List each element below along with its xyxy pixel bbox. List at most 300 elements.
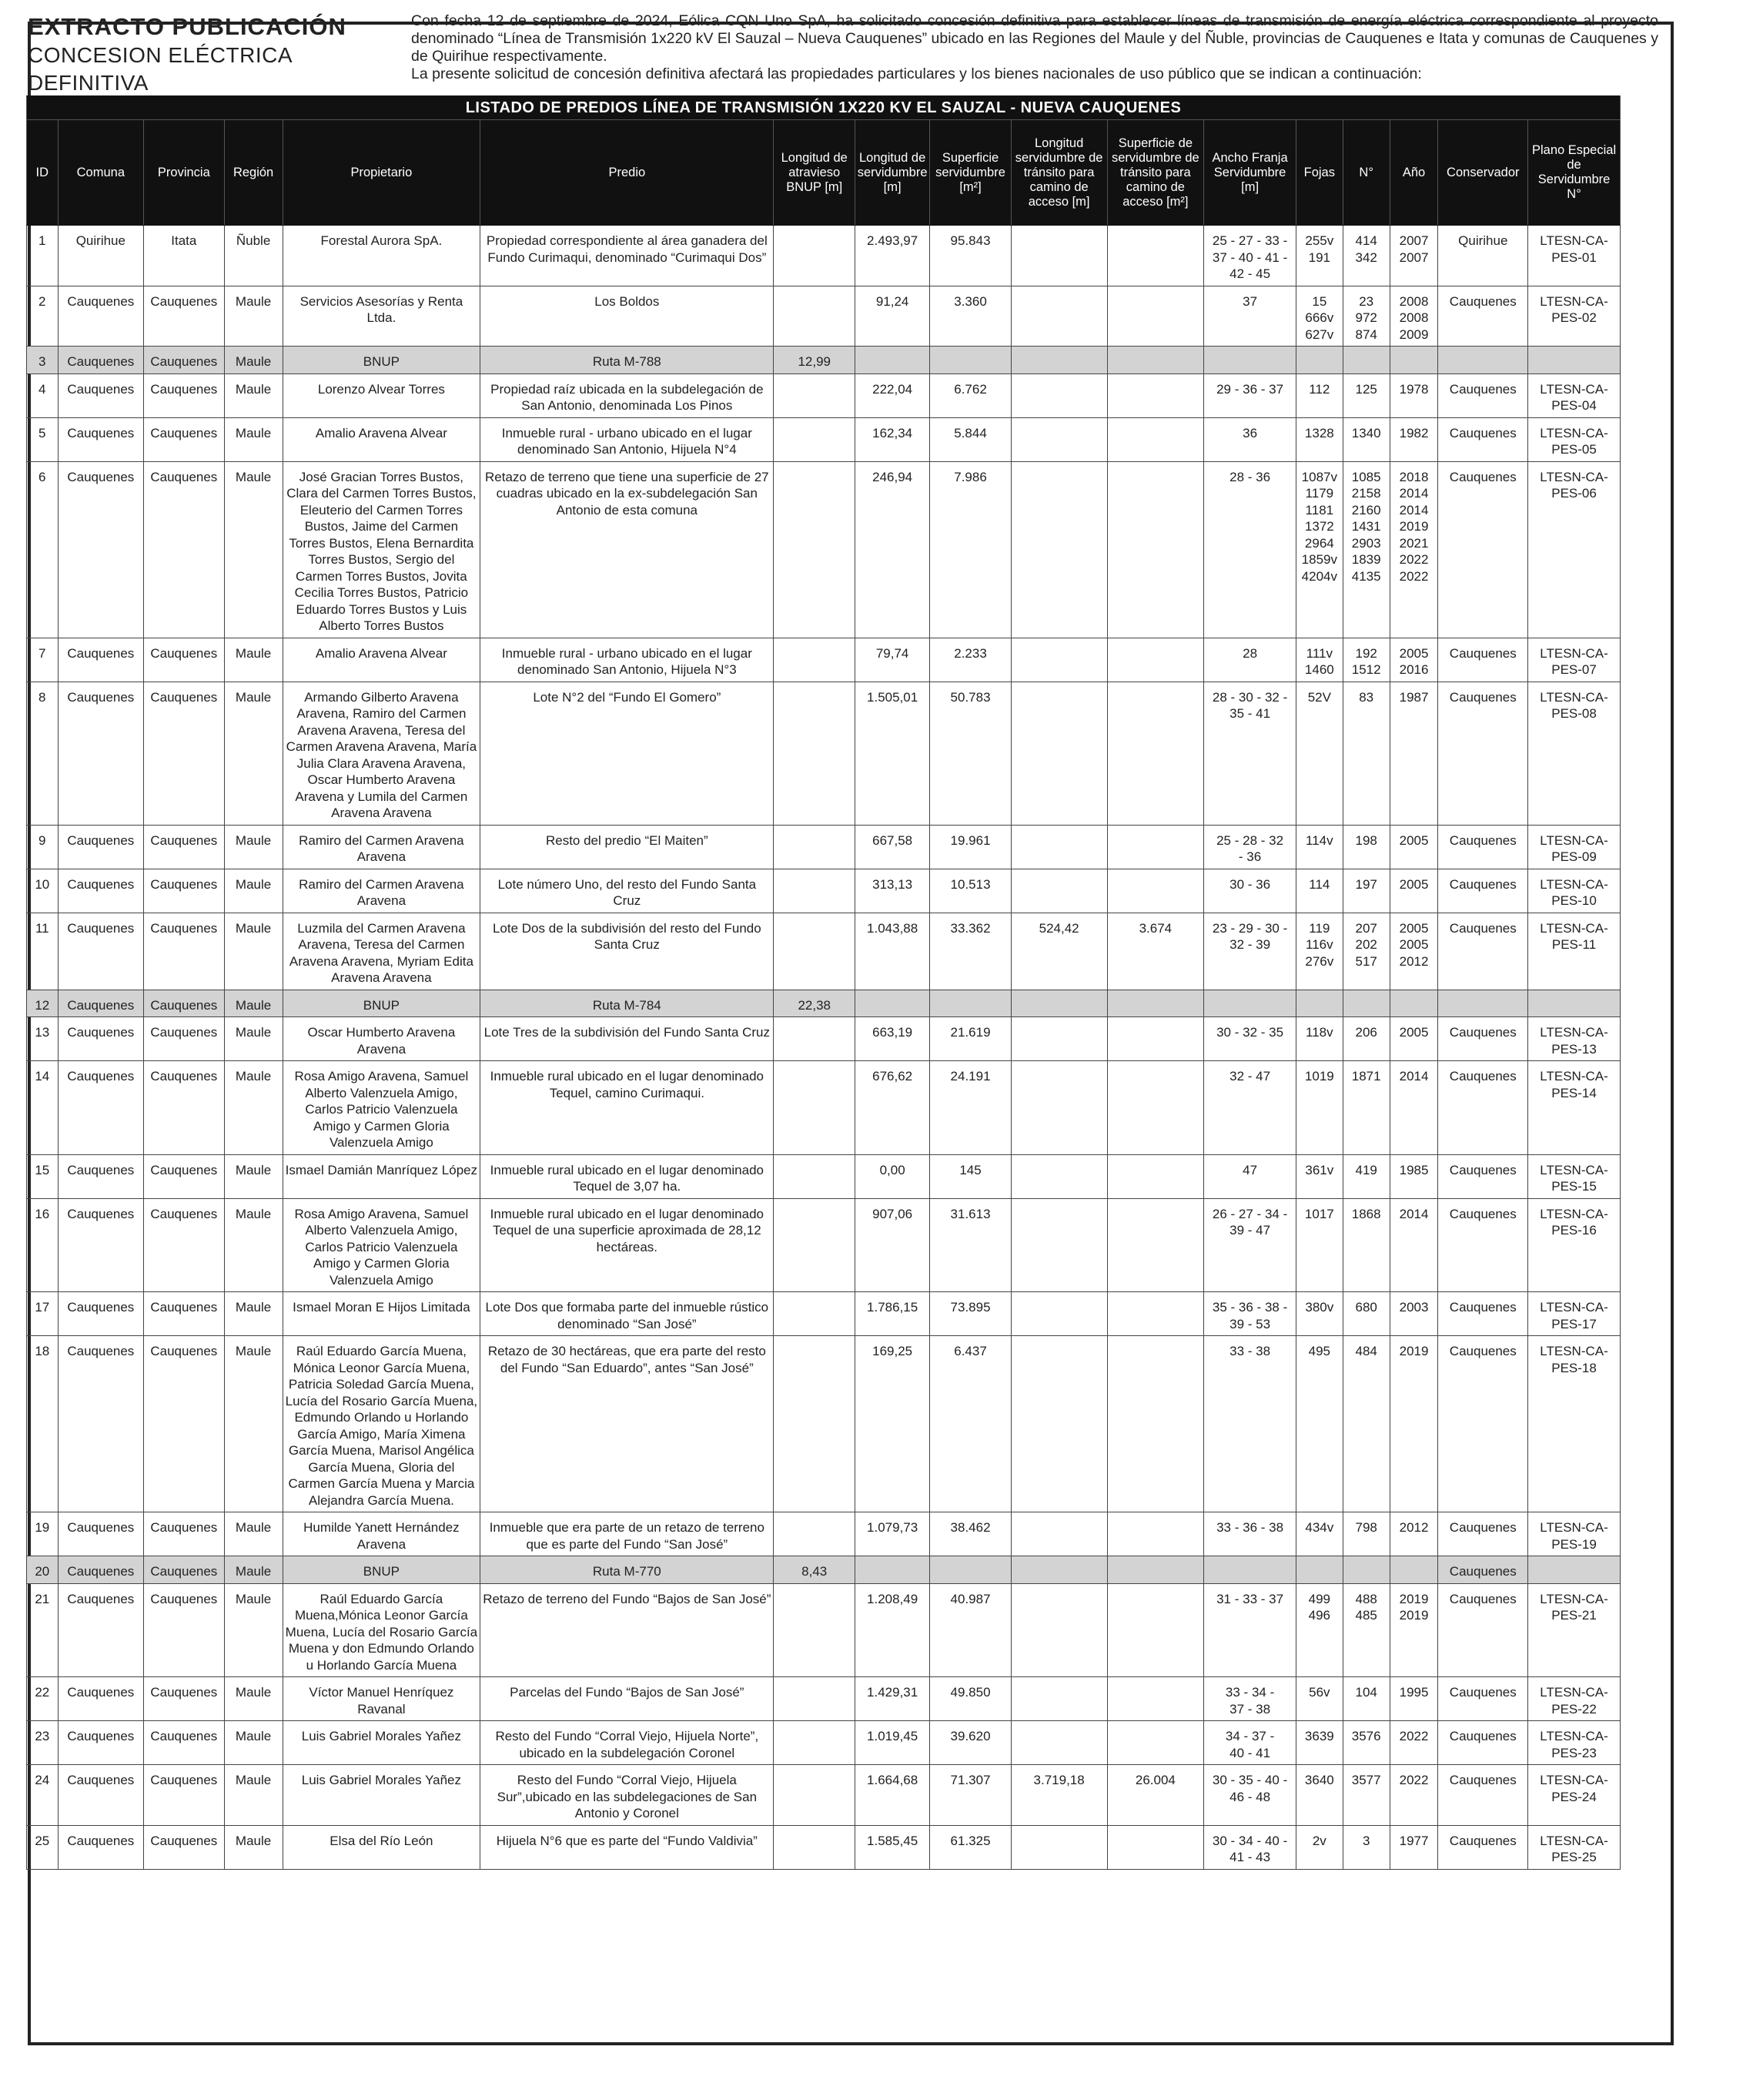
cell-long-bnup [774, 286, 855, 347]
cell-propietario: Luzmila del Carmen Aravena Aravena, Teresa del Carmen Aravena Aravena, Myriam Edita Aravena Aravena [283, 913, 480, 990]
cell-sup-serv: 10.513 [930, 869, 1011, 913]
cell-nro [1343, 990, 1390, 1017]
cell-ancho: 28 [1204, 638, 1296, 682]
predios-table-wrap [26, 95, 1621, 1870]
cell-comuna: Cauquenes [58, 913, 144, 990]
cell-sup-serv: 61.325 [930, 1825, 1011, 1869]
cell-propietario: Servicios Asesorías y Renta Ltda. [283, 286, 480, 347]
cell-plano [1528, 990, 1621, 1017]
cell-plano: LTESN-CA-PES-19 [1528, 1512, 1621, 1556]
cell-region: Maule [224, 373, 283, 417]
cell-id: 24 [27, 1765, 59, 1826]
cell-long-bnup [774, 461, 855, 638]
cell-fojas: 118v [1296, 1017, 1343, 1061]
cell-id: 5 [27, 417, 59, 461]
cell-sup-trans [1107, 1677, 1204, 1721]
cell-fojas: 1328 [1296, 417, 1343, 461]
cell-plano: LTESN-CA-PES-01 [1528, 226, 1621, 286]
cell-long-trans [1011, 226, 1107, 286]
cell-long-serv: 169,25 [855, 1336, 929, 1512]
table-row [27, 990, 1621, 1017]
cell-long-bnup [774, 1583, 855, 1677]
cell-nro: 1871 [1343, 1061, 1390, 1155]
cell-long-bnup [774, 417, 855, 461]
cell-long-serv: 676,62 [855, 1061, 929, 1155]
column-header: Conservador [1438, 120, 1528, 226]
cell-region: Maule [224, 1677, 283, 1721]
cell-fojas: 434v [1296, 1512, 1343, 1556]
cell-long-trans [1011, 461, 1107, 638]
cell-long-serv: 1.429,31 [855, 1677, 929, 1721]
cell-nro: 104 [1343, 1677, 1390, 1721]
cell-long-trans [1011, 638, 1107, 682]
cell-anio: 2003 [1390, 1292, 1438, 1336]
table-row [27, 417, 1621, 461]
cell-region: Maule [224, 1556, 283, 1584]
cell-nro: 1868 [1343, 1198, 1390, 1292]
cell-long-bnup [774, 1061, 855, 1155]
cell-plano: LTESN-CA-PES-02 [1528, 286, 1621, 347]
cell-sup-serv: 145 [930, 1154, 1011, 1198]
cell-id: 14 [27, 1061, 59, 1155]
cell-region: Maule [224, 1512, 283, 1556]
cell-predio: Hijuela N°6 que es parte del “Fundo Valdivia” [480, 1825, 774, 1869]
cell-propietario: Humilde Yanett Hernández Aravena [283, 1512, 480, 1556]
cell-fojas: 1017 [1296, 1198, 1343, 1292]
cell-long-bnup [774, 825, 855, 869]
cell-long-serv: 1.019,45 [855, 1721, 929, 1765]
cell-long-trans [1011, 1154, 1107, 1198]
cell-long-serv: 246,94 [855, 461, 929, 638]
cell-fojas: 114v [1296, 825, 1343, 869]
cell-long-trans [1011, 1017, 1107, 1061]
cell-id: 7 [27, 638, 59, 682]
cell-sup-serv: 71.307 [930, 1765, 1011, 1826]
cell-comuna: Cauquenes [58, 1198, 144, 1292]
cell-long-serv [855, 1556, 929, 1584]
cell-nro: 83 [1343, 682, 1390, 825]
cell-comuna: Cauquenes [58, 1825, 144, 1869]
cell-sup-serv: 50.783 [930, 682, 1011, 825]
cell-provincia: Cauquenes [144, 1198, 224, 1292]
cell-region: Maule [224, 1336, 283, 1512]
cell-nro: 414 342 [1343, 226, 1390, 286]
cell-long-bnup [774, 913, 855, 990]
cell-long-serv: 1.585,45 [855, 1825, 929, 1869]
cell-nro: 207 202 517 [1343, 913, 1390, 990]
cell-long-bnup [774, 1512, 855, 1556]
cell-ancho: 32 - 47 [1204, 1061, 1296, 1155]
cell-nro: 125 [1343, 373, 1390, 417]
cell-anio: 1987 [1390, 682, 1438, 825]
cell-long-serv: 313,13 [855, 869, 929, 913]
cell-propietario: José Gracian Torres Bustos, Clara del Carmen Torres Bustos, Eleuterio del Carmen Torres Bustos, Jaime del Carmen Torres Bustos, Elena Bernardita Torres Bustos, Sergio del Carmen Torres Bustos, Jovita Cecilia Torres Bustos, Patricio Eduardo Torres Bustos y Luis Alberto Torres Bustos [283, 461, 480, 638]
cell-long-bnup [774, 1017, 855, 1061]
cell-propietario: BNUP [283, 1556, 480, 1584]
cell-predio: Lote Dos de la subdivisión del resto del Fundo Santa Cruz [480, 913, 774, 990]
cell-nro: 206 [1343, 1017, 1390, 1061]
cell-anio: 2005 [1390, 1017, 1438, 1061]
cell-conservador: Cauquenes [1438, 682, 1528, 825]
cell-conservador: Cauquenes [1438, 1825, 1528, 1869]
cell-long-trans [1011, 825, 1107, 869]
cell-conservador: Cauquenes [1438, 825, 1528, 869]
cell-anio: 2005 2016 [1390, 638, 1438, 682]
column-header: Plano Especial de Servidumbre N° [1528, 120, 1621, 226]
cell-anio: 2019 2019 [1390, 1583, 1438, 1677]
cell-fojas: 255v 191 [1296, 226, 1343, 286]
cell-sup-trans [1107, 869, 1204, 913]
table-row [27, 286, 1621, 347]
cell-sup-serv [930, 347, 1011, 374]
cell-sup-trans [1107, 682, 1204, 825]
cell-sup-serv: 5.844 [930, 417, 1011, 461]
cell-sup-trans [1107, 1154, 1204, 1198]
cell-provincia: Cauquenes [144, 286, 224, 347]
cell-long-bnup [774, 373, 855, 417]
cell-id: 17 [27, 1292, 59, 1336]
table-row [27, 1556, 1621, 1584]
cell-sup-trans [1107, 1061, 1204, 1155]
cell-propietario: Amalio Aravena Alvear [283, 417, 480, 461]
cell-region: Maule [224, 1017, 283, 1061]
cell-comuna: Cauquenes [58, 417, 144, 461]
cell-long-bnup: 8,43 [774, 1556, 855, 1584]
cell-long-trans [1011, 1583, 1107, 1677]
cell-sup-serv: 21.619 [930, 1017, 1011, 1061]
predios-table [26, 95, 1621, 1870]
cell-fojas: 499 496 [1296, 1583, 1343, 1677]
cell-long-trans [1011, 286, 1107, 347]
cell-ancho: 23 - 29 - 30 - 32 - 39 [1204, 913, 1296, 990]
table-row [27, 1017, 1621, 1061]
cell-sup-trans: 26.004 [1107, 1765, 1204, 1826]
cell-long-serv [855, 990, 929, 1017]
cell-sup-serv: 19.961 [930, 825, 1011, 869]
cell-provincia: Cauquenes [144, 825, 224, 869]
cell-sup-trans [1107, 1556, 1204, 1584]
cell-plano: LTESN-CA-PES-05 [1528, 417, 1621, 461]
cell-sup-trans [1107, 1017, 1204, 1061]
cell-predio: Ruta M-784 [480, 990, 774, 1017]
cell-plano: LTESN-CA-PES-11 [1528, 913, 1621, 990]
cell-anio: 2005 [1390, 869, 1438, 913]
cell-nro: 23 972 874 [1343, 286, 1390, 347]
cell-sup-serv: 33.362 [930, 913, 1011, 990]
cell-predio: Inmueble rural - urbano ubicado en el lugar denominado San Antonio, Hijuela N°4 [480, 417, 774, 461]
cell-provincia: Cauquenes [144, 1765, 224, 1826]
table-row [27, 226, 1621, 286]
cell-comuna: Cauquenes [58, 373, 144, 417]
cell-provincia: Cauquenes [144, 913, 224, 990]
cell-nro: 798 [1343, 1512, 1390, 1556]
cell-predio: Resto del Fundo “Corral Viejo, Hijuela Norte”, ubicado en la subdelegación Coronel [480, 1721, 774, 1765]
cell-propietario: BNUP [283, 347, 480, 374]
cell-provincia: Cauquenes [144, 682, 224, 825]
cell-anio [1390, 990, 1438, 1017]
cell-plano: LTESN-CA-PES-22 [1528, 1677, 1621, 1721]
cell-fojas: 361v [1296, 1154, 1343, 1198]
cell-sup-serv: 39.620 [930, 1721, 1011, 1765]
cell-conservador: Cauquenes [1438, 1677, 1528, 1721]
cell-region: Maule [224, 825, 283, 869]
cell-ancho: 25 - 27 - 33 - 37 - 40 - 41 - 42 - 45 [1204, 226, 1296, 286]
column-header: Superficie de servidumbre de tránsito para camino de acceso [m²] [1107, 120, 1204, 226]
cell-sup-trans [1107, 1512, 1204, 1556]
table-banner: LISTADO DE PREDIOS LÍNEA DE TRANSMISIÓN 1X220 KV EL SAUZAL - NUEVA CAUQUENES [27, 96, 1621, 120]
cell-propietario: Luis Gabriel Morales Yañez [283, 1765, 480, 1826]
cell-long-bnup [774, 1154, 855, 1198]
cell-id: 9 [27, 825, 59, 869]
cell-conservador: Cauquenes [1438, 286, 1528, 347]
cell-fojas: 3639 [1296, 1721, 1343, 1765]
table-row [27, 1512, 1621, 1556]
cell-id: 6 [27, 461, 59, 638]
cell-long-trans [1011, 1512, 1107, 1556]
cell-anio: 2008 2008 2009 [1390, 286, 1438, 347]
cell-predio: Ruta M-770 [480, 1556, 774, 1584]
cell-ancho [1204, 990, 1296, 1017]
cell-long-serv: 663,19 [855, 1017, 929, 1061]
table-row [27, 1583, 1621, 1677]
cell-provincia: Cauquenes [144, 1721, 224, 1765]
cell-anio: 2007 2007 [1390, 226, 1438, 286]
cell-propietario: Oscar Humberto Aravena Aravena [283, 1017, 480, 1061]
cell-ancho: 33 - 38 [1204, 1336, 1296, 1512]
cell-long-bnup [774, 1198, 855, 1292]
cell-long-trans: 524,42 [1011, 913, 1107, 990]
cell-propietario: Ramiro del Carmen Aravena Aravena [283, 869, 480, 913]
cell-id: 16 [27, 1198, 59, 1292]
cell-provincia: Cauquenes [144, 417, 224, 461]
cell-long-trans [1011, 347, 1107, 374]
cell-region: Maule [224, 461, 283, 638]
cell-provincia: Cauquenes [144, 638, 224, 682]
cell-propietario: Rosa Amigo Aravena, Samuel Alberto Valenzuela Amigo, Carlos Patricio Valenzuela Amigo y Carmen Gloria Valenzuela Amigo [283, 1061, 480, 1155]
cell-sup-serv: 38.462 [930, 1512, 1011, 1556]
cell-comuna: Cauquenes [58, 990, 144, 1017]
cell-sup-trans [1107, 347, 1204, 374]
table-row [27, 461, 1621, 638]
cell-provincia: Cauquenes [144, 1677, 224, 1721]
cell-fojas: 114 [1296, 869, 1343, 913]
cell-region: Maule [224, 869, 283, 913]
cell-long-bnup [774, 869, 855, 913]
table-row [27, 1721, 1621, 1765]
cell-long-bnup [774, 1677, 855, 1721]
cell-fojas: 52V [1296, 682, 1343, 825]
cell-id: 12 [27, 990, 59, 1017]
cell-predio: Retazo de terreno del Fundo “Bajos de San José” [480, 1583, 774, 1677]
cell-ancho: 36 [1204, 417, 1296, 461]
cell-conservador: Cauquenes [1438, 1336, 1528, 1512]
cell-fojas: 2v [1296, 1825, 1343, 1869]
cell-plano: LTESN-CA-PES-14 [1528, 1061, 1621, 1155]
column-header: Región [224, 120, 283, 226]
cell-provincia: Cauquenes [144, 347, 224, 374]
cell-long-serv: 907,06 [855, 1198, 929, 1292]
cell-comuna: Quirihue [58, 226, 144, 286]
page-title: EXTRACTO PUBLICACIÓN [28, 13, 346, 40]
cell-long-trans [1011, 373, 1107, 417]
cell-region: Maule [224, 638, 283, 682]
table-row [27, 1765, 1621, 1826]
table-row [27, 347, 1621, 374]
cell-sup-serv [930, 990, 1011, 1017]
cell-plano: LTESN-CA-PES-04 [1528, 373, 1621, 417]
cell-predio: Inmueble rural ubicado en el lugar denominado Tequel, camino Curimaqui. [480, 1061, 774, 1155]
cell-fojas: 119 116v 276v [1296, 913, 1343, 990]
cell-propietario: Raúl Eduardo García Muena,Mónica Leonor García Muena, Lucía del Rosario García Muena y don Edmundo Orlando u Horlando García Muena [283, 1583, 480, 1677]
cell-id: 20 [27, 1556, 59, 1584]
column-header: Longitud servidumbre de tránsito para camino de acceso [m] [1011, 120, 1107, 226]
cell-long-serv: 79,74 [855, 638, 929, 682]
cell-region: Maule [224, 682, 283, 825]
cell-nro: 680 [1343, 1292, 1390, 1336]
cell-fojas [1296, 990, 1343, 1017]
cell-conservador: Cauquenes [1438, 1061, 1528, 1155]
cell-region: Maule [224, 1721, 283, 1765]
cell-long-serv: 91,24 [855, 286, 929, 347]
cell-ancho: 30 - 32 - 35 [1204, 1017, 1296, 1061]
cell-conservador: Cauquenes [1438, 1721, 1528, 1765]
cell-id: 18 [27, 1336, 59, 1512]
cell-anio: 2022 [1390, 1721, 1438, 1765]
cell-ancho: 33 - 36 - 38 [1204, 1512, 1296, 1556]
cell-sup-trans [1107, 1198, 1204, 1292]
cell-conservador: Cauquenes [1438, 1556, 1528, 1584]
cell-long-bnup [774, 1721, 855, 1765]
cell-conservador: Cauquenes [1438, 1154, 1528, 1198]
cell-predio: Lote N°2 del “Fundo El Gomero” [480, 682, 774, 825]
cell-comuna: Cauquenes [58, 1512, 144, 1556]
cell-plano: LTESN-CA-PES-07 [1528, 638, 1621, 682]
cell-provincia: Cauquenes [144, 1292, 224, 1336]
cell-region: Maule [224, 1765, 283, 1826]
cell-long-trans [1011, 990, 1107, 1017]
cell-comuna: Cauquenes [58, 1336, 144, 1512]
cell-provincia: Cauquenes [144, 1583, 224, 1677]
intro-paragraph-1: Con fecha 12 de septiembre de 2024, Eólica CQN Uno SpA, ha solicitado concesión definitiva para establecer líneas de transmisión de energía eléctrica correspondiente al proyecto denominado “Línea de Transmisión 1x220 kV El Sauzal – Nueva Cauquenes” ubicado en las Regiones del Maule y del Ñuble, provincias de Cauquenes e Itata y comunas de Cauquenes y de Quirihue respectivamente. [411, 12, 1658, 65]
cell-id: 22 [27, 1677, 59, 1721]
cell-region: Maule [224, 1292, 283, 1336]
intro-paragraph-2: La presente solicitud de concesión definitiva afectará las propiedades particulares y los bienes nacionales de uso público que se indican a continuación: [411, 65, 1422, 82]
cell-region: Maule [224, 1154, 283, 1198]
cell-comuna: Cauquenes [58, 1677, 144, 1721]
cell-region: Maule [224, 1198, 283, 1292]
cell-sup-trans [1107, 638, 1204, 682]
cell-anio: 2022 [1390, 1765, 1438, 1826]
column-header: Año [1390, 120, 1438, 226]
cell-id: 4 [27, 373, 59, 417]
page-subtitle: CONCESION ELÉCTRICA DEFINITIVA [28, 43, 292, 95]
cell-predio: Inmueble rural - urbano ubicado en el lugar denominado San Antonio, Hijuela N°3 [480, 638, 774, 682]
cell-ancho: 34 - 37 - 40 - 41 [1204, 1721, 1296, 1765]
cell-nro: 3 [1343, 1825, 1390, 1869]
cell-ancho [1204, 1556, 1296, 1584]
cell-long-trans [1011, 1677, 1107, 1721]
cell-fojas: 112 [1296, 373, 1343, 417]
cell-conservador: Cauquenes [1438, 417, 1528, 461]
intro-text [411, 12, 1658, 83]
cell-comuna: Cauquenes [58, 1556, 144, 1584]
cell-conservador [1438, 990, 1528, 1017]
cell-long-serv: 222,04 [855, 373, 929, 417]
cell-provincia: Cauquenes [144, 990, 224, 1017]
cell-provincia: Cauquenes [144, 373, 224, 417]
cell-plano [1528, 1556, 1621, 1584]
cell-fojas: 380v [1296, 1292, 1343, 1336]
cell-nro: 3577 [1343, 1765, 1390, 1826]
cell-sup-trans [1107, 1721, 1204, 1765]
cell-long-serv: 667,58 [855, 825, 929, 869]
cell-id: 11 [27, 913, 59, 990]
table-row [27, 373, 1621, 417]
cell-fojas: 111v 1460 [1296, 638, 1343, 682]
cell-comuna: Cauquenes [58, 869, 144, 913]
cell-anio: 1985 [1390, 1154, 1438, 1198]
cell-sup-trans [1107, 1292, 1204, 1336]
cell-plano: LTESN-CA-PES-09 [1528, 825, 1621, 869]
cell-long-serv: 1.043,88 [855, 913, 929, 990]
cell-propietario: Víctor Manuel Henríquez Ravanal [283, 1677, 480, 1721]
cell-comuna: Cauquenes [58, 347, 144, 374]
cell-plano [1528, 347, 1621, 374]
cell-propietario: Raúl Eduardo García Muena, Mónica Leonor García Muena, Patricia Soledad García Muena, Lucía del Rosario García Muena, Edmundo Orlando u Horlando García Amigo, María Ximena García Muena, Marisol Angélica García Muena, Gloria del Carmen García Muena y Marcia Alejandra García Muena. [283, 1336, 480, 1512]
cell-plano: LTESN-CA-PES-13 [1528, 1017, 1621, 1061]
cell-conservador: Cauquenes [1438, 638, 1528, 682]
cell-long-trans [1011, 1292, 1107, 1336]
cell-ancho: 25 - 28 - 32 - 36 [1204, 825, 1296, 869]
cell-sup-trans [1107, 1583, 1204, 1677]
cell-ancho: 28 - 30 - 32 - 35 - 41 [1204, 682, 1296, 825]
table-row [27, 1677, 1621, 1721]
cell-sup-trans [1107, 1825, 1204, 1869]
cell-fojas: 56v [1296, 1677, 1343, 1721]
cell-anio: 2019 [1390, 1336, 1438, 1512]
cell-comuna: Cauquenes [58, 1292, 144, 1336]
cell-sup-serv: 24.191 [930, 1061, 1011, 1155]
cell-conservador: Cauquenes [1438, 1292, 1528, 1336]
cell-ancho: 29 - 36 - 37 [1204, 373, 1296, 417]
title-block [28, 12, 390, 97]
cell-fojas: 1019 [1296, 1061, 1343, 1155]
cell-conservador: Cauquenes [1438, 1512, 1528, 1556]
cell-sup-trans [1107, 417, 1204, 461]
cell-comuna: Cauquenes [58, 825, 144, 869]
cell-long-bnup [774, 638, 855, 682]
cell-anio: 2018 2014 2014 2019 2021 2022 2022 [1390, 461, 1438, 638]
cell-conservador: Cauquenes [1438, 913, 1528, 990]
cell-propietario: Luis Gabriel Morales Yañez [283, 1721, 480, 1765]
cell-sup-serv: 31.613 [930, 1198, 1011, 1292]
cell-id: 23 [27, 1721, 59, 1765]
cell-ancho: 47 [1204, 1154, 1296, 1198]
cell-ancho: 35 - 36 - 38 - 39 - 53 [1204, 1292, 1296, 1336]
cell-long-serv: 1.786,15 [855, 1292, 929, 1336]
cell-comuna: Cauquenes [58, 1017, 144, 1061]
table-row [27, 638, 1621, 682]
table-row [27, 1061, 1621, 1155]
cell-propietario: Amalio Aravena Alvear [283, 638, 480, 682]
column-header: Predio [480, 120, 774, 226]
cell-sup-trans [1107, 373, 1204, 417]
cell-comuna: Cauquenes [58, 1721, 144, 1765]
cell-ancho: 30 - 34 - 40 - 41 - 43 [1204, 1825, 1296, 1869]
cell-anio: 1977 [1390, 1825, 1438, 1869]
cell-anio [1390, 347, 1438, 374]
cell-sup-serv: 40.987 [930, 1583, 1011, 1677]
